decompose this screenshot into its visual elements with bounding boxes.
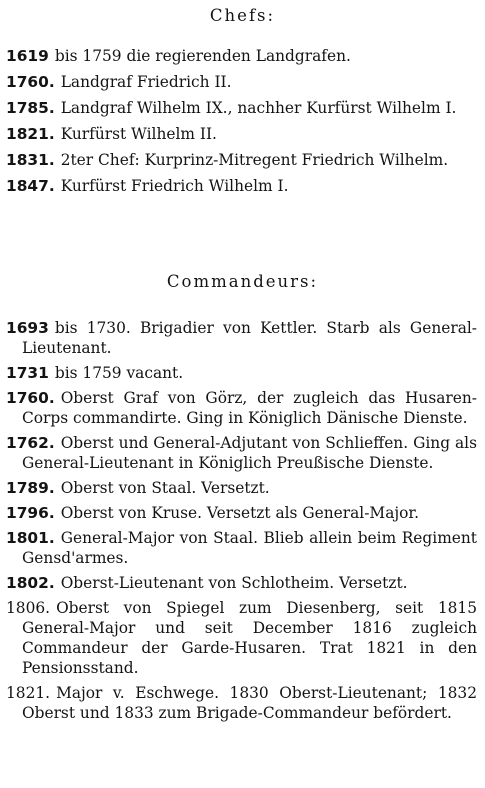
entry-text: Oberst von Kruse. Versetzt als General-Major. — [60, 504, 419, 522]
list-item — [6, 528, 477, 568]
list-item — [6, 433, 477, 473]
entry-year: 1821. — [6, 125, 55, 143]
entry-text: Oberst von Staal. Versetzt. — [60, 479, 270, 497]
entry-year: 1760. — [6, 73, 55, 91]
entry-text: Kurfürst Friedrich Wilhelm I. — [60, 177, 289, 195]
list-item — [6, 124, 477, 144]
entry-year: 1789. — [6, 479, 55, 497]
entry-text: Oberst Graf von Görz, der zugleich das Husaren-Corps commandirte. Ging in Königlich Dänische Dienste. — [22, 389, 477, 427]
list-item — [6, 72, 477, 92]
entry-year: 1731 — [6, 364, 49, 382]
section-heading-commandeurs: Commandeurs: — [166, 272, 319, 291]
entry-text: Major v. Eschwege. 1830 Oberst-Lieutenant; 1832 Oberst und 1833 zum Brigade-Commandeur befördert. — [22, 684, 477, 722]
entry-year: 1806. — [6, 599, 51, 617]
entry-year: 1821. — [6, 684, 51, 702]
entry-year: 1847. — [6, 177, 55, 195]
entry-text: Landgraf Friedrich II. — [60, 73, 232, 91]
entry-text: Oberst von Spiegel zum Diesenberg, seit 1815 General-Major und seit December 1816 zugleich Commandeur der Garde-Husaren. Trat 1821 in den Pensionsstand. — [22, 599, 477, 677]
entry-year: 1693 — [6, 319, 49, 337]
entry-text: bis 1759 vacant. — [54, 364, 184, 382]
entry-text: General-Major von Staal. Blieb allein beim Regiment Gensd'armes. — [22, 529, 477, 567]
entry-text: Oberst und General-Adjutant von Schlieffen. Ging als General-Lieutenant in Königlich Preußische Dienste. — [22, 434, 477, 472]
entry-text: Landgraf Wilhelm IX., nachher Kurfürst Wilhelm I. — [60, 99, 457, 117]
entry-text: Oberst-Lieutenant von Schlotheim. Versetzt. — [60, 574, 408, 592]
entry-text: bis 1759 die regierenden Landgrafen. — [54, 47, 351, 65]
list-item — [6, 598, 477, 678]
list-item — [6, 318, 477, 358]
list-item — [6, 98, 477, 118]
entry-text: bis 1730. Brigadier von Kettler. Starb als General-Lieutenant. — [22, 319, 477, 357]
list-item — [6, 683, 477, 723]
list-item — [6, 573, 477, 593]
entry-year: 1619 — [6, 47, 49, 65]
chefs-list — [6, 46, 477, 202]
list-item — [6, 478, 477, 498]
entry-text: Kurfürst Wilhelm II. — [60, 125, 217, 143]
entry-year: 1796. — [6, 504, 55, 522]
section-heading-chefs: Chefs: — [209, 6, 276, 25]
commandeurs-list — [6, 318, 477, 728]
list-item — [6, 150, 477, 170]
list-item — [6, 363, 477, 383]
entry-year: 1762. — [6, 434, 55, 452]
entry-year: 1802. — [6, 574, 55, 592]
list-item — [6, 176, 477, 196]
entry-text: 2ter Chef: Kurprinz-Mitregent Friedrich Wilhelm. — [60, 151, 449, 169]
list-item — [6, 46, 477, 66]
entry-year: 1785. — [6, 99, 55, 117]
entry-year: 1831. — [6, 151, 55, 169]
list-item — [6, 503, 477, 523]
entry-year: 1760. — [6, 389, 55, 407]
entry-year: 1801. — [6, 529, 55, 547]
list-item — [6, 388, 477, 428]
